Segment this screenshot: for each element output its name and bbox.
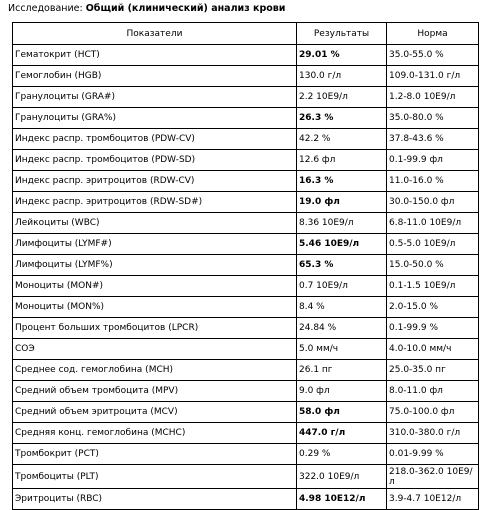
- parameter-name-cell: Эритроциты (RBC): [13, 489, 297, 510]
- result-value-cell: 2.2 10E9/л: [297, 87, 387, 108]
- norm-range-cell: 0.5-5.0 10E9/л: [387, 234, 479, 255]
- table-row: [13, 129, 479, 150]
- parameter-name-cell: Средний объем тромбоцита (MPV): [13, 381, 297, 402]
- norm-range-cell: 2.0-15.0 %: [387, 297, 479, 318]
- column-header-parameter: Показатели: [13, 23, 297, 45]
- norm-range-cell: 109.0-131.0 г/л: [387, 66, 479, 87]
- table-row: [13, 150, 479, 171]
- table-row: [13, 444, 479, 465]
- table-row: [13, 423, 479, 444]
- table-row: [13, 297, 479, 318]
- column-header-result: Результаты: [297, 23, 387, 45]
- norm-range-cell: 6.8-11.0 10E9/л: [387, 213, 479, 234]
- study-label: Исследование:: [8, 3, 83, 14]
- parameter-name-cell: Моноциты (MON#): [13, 276, 297, 297]
- result-value-cell: 26.1 пг: [297, 360, 387, 381]
- table-row: [13, 465, 479, 489]
- table-row: [13, 489, 479, 510]
- table-row: [13, 318, 479, 339]
- result-value-cell: 19.0 фл: [297, 192, 387, 213]
- result-value-cell: 24.84 %: [297, 318, 387, 339]
- result-value-cell: 8.36 10E9/л: [297, 213, 387, 234]
- norm-range-cell: 4.0-10.0 мм/ч: [387, 339, 479, 360]
- parameter-name-cell: Гемоглобин (HGB): [13, 66, 297, 87]
- norm-range-cell: 310.0-380.0 г/л: [387, 423, 479, 444]
- norm-range-cell: 37.8-43.6 %: [387, 129, 479, 150]
- result-value-cell: 0.29 %: [297, 444, 387, 465]
- table-row: [13, 87, 479, 108]
- table-row: [13, 108, 479, 129]
- result-value-cell: 12.6 фл: [297, 150, 387, 171]
- table-header-row: [13, 23, 479, 45]
- norm-range-cell: 218.0-362.0 10E9/л: [387, 465, 479, 489]
- result-value-cell: 65.3 %: [297, 255, 387, 276]
- parameter-name-cell: Моноциты (MON%): [13, 297, 297, 318]
- parameter-name-cell: Гранулоциты (GRA#): [13, 87, 297, 108]
- parameter-name-cell: Индекс распр. тромбоцитов (PDW-CV): [13, 129, 297, 150]
- norm-range-cell: 8.0-11.0 фл: [387, 381, 479, 402]
- result-value-cell: 5.0 мм/ч: [297, 339, 387, 360]
- parameter-name-cell: Лимфоциты (LYMF%): [13, 255, 297, 276]
- result-value-cell: 16.3 %: [297, 171, 387, 192]
- table-row: [13, 255, 479, 276]
- table-body: [13, 45, 479, 510]
- table-row: [13, 360, 479, 381]
- norm-range-cell: 1.2-8.0 10E9/л: [387, 87, 479, 108]
- norm-range-cell: 35.0-80.0 %: [387, 108, 479, 129]
- table-row: [13, 234, 479, 255]
- parameter-name-cell: Лимфоциты (LYMF#): [13, 234, 297, 255]
- norm-range-cell: 0.1-99.9 фл: [387, 150, 479, 171]
- table-row: [13, 66, 479, 87]
- norm-range-cell: 25.0-35.0 пг: [387, 360, 479, 381]
- norm-range-cell: 35.0-55.0 %: [387, 45, 479, 66]
- norm-range-cell: 0.01-9.99 %: [387, 444, 479, 465]
- norm-range-cell: 30.0-150.0 фл: [387, 192, 479, 213]
- norm-range-cell: 0.1-99.9 %: [387, 318, 479, 339]
- norm-range-cell: 11.0-16.0 %: [387, 171, 479, 192]
- table-row: [13, 276, 479, 297]
- norm-range-cell: 15.0-50.0 %: [387, 255, 479, 276]
- result-value-cell: 58.0 фл: [297, 402, 387, 423]
- parameter-name-cell: Гранулоциты (GRA%): [13, 108, 297, 129]
- norm-range-cell: 75.0-100.0 фл: [387, 402, 479, 423]
- result-value-cell: 5.46 10E9/л: [297, 234, 387, 255]
- result-value-cell: 29.01 %: [297, 45, 387, 66]
- column-header-norm: Норма: [387, 23, 479, 45]
- result-value-cell: 0.7 10E9/л: [297, 276, 387, 297]
- result-value-cell: 42.2 %: [297, 129, 387, 150]
- result-value-cell: 9.0 фл: [297, 381, 387, 402]
- result-value-cell: 130.0 г/л: [297, 66, 387, 87]
- result-value-cell: 26.3 %: [297, 108, 387, 129]
- parameter-name-cell: Процент больших тромбоцитов (LPCR): [13, 318, 297, 339]
- table-row: [13, 381, 479, 402]
- result-value-cell: 4.98 10E12/л: [297, 489, 387, 510]
- table-row: [13, 171, 479, 192]
- study-name: Общий (клинический) анализ крови: [85, 3, 286, 14]
- result-value-cell: 8.4 %: [297, 297, 387, 318]
- parameter-name-cell: Индекс распр. эритроцитов (RDW-CV): [13, 171, 297, 192]
- parameter-name-cell: СОЭ: [13, 339, 297, 360]
- parameter-name-cell: Тромбоциты (PLT): [13, 465, 297, 489]
- parameter-name-cell: Тромбокрит (PCT): [13, 444, 297, 465]
- norm-range-cell: 0.1-1.5 10E9/л: [387, 276, 479, 297]
- parameter-name-cell: Среднее сод. гемоглобина (MCH): [13, 360, 297, 381]
- table-row: [13, 339, 479, 360]
- page-title: [8, 3, 285, 14]
- parameter-name-cell: Лейкоциты (WBC): [13, 213, 297, 234]
- result-value-cell: 322.0 10E9/л: [297, 465, 387, 489]
- table-row: [13, 213, 479, 234]
- table-row: [13, 402, 479, 423]
- result-value-cell: 447.0 г/л: [297, 423, 387, 444]
- results-table: [12, 22, 479, 510]
- table-row: [13, 192, 479, 213]
- parameter-name-cell: Индекс распр. эритроцитов (RDW-SD#): [13, 192, 297, 213]
- parameter-name-cell: Средний объем эритроцита (MCV): [13, 402, 297, 423]
- parameter-name-cell: Средняя конц. гемоглобина (MCHC): [13, 423, 297, 444]
- norm-range-cell: 3.9-4.7 10E12/л: [387, 489, 479, 510]
- table-row: [13, 45, 479, 66]
- parameter-name-cell: Индекс распр. тромбоцитов (PDW-SD): [13, 150, 297, 171]
- parameter-name-cell: Гематокрит (HCT): [13, 45, 297, 66]
